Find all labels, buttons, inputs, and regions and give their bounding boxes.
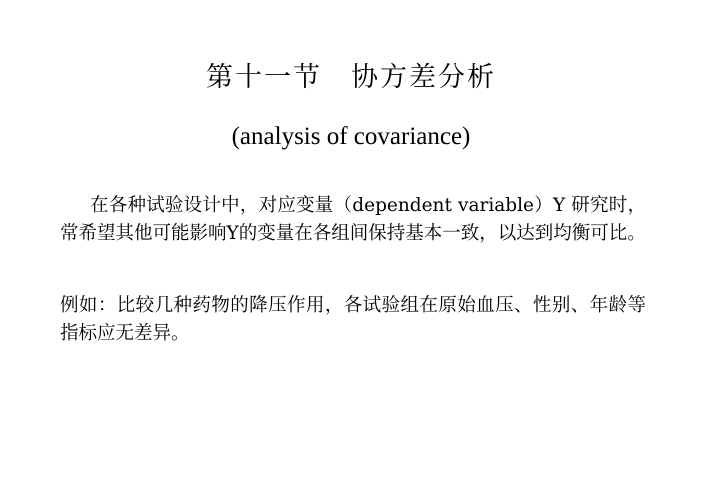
slide-title-chinese: 第十一节 协方差分析	[206, 62, 496, 93]
body-paragraph-2: 例如：比较几种药物的降压作用，各试验组在原始血压、性别、年龄等指标应无差异。	[60, 295, 646, 345]
body-paragraph-1: 在各种试验设计中，对应变量（dependent variable）Y 研究时，常希望其他可能影响Y的变量在各组间保持基本一致，以达到均衡可比。	[60, 195, 646, 245]
slide-title-english: (analysis of covariance)	[231, 123, 471, 150]
